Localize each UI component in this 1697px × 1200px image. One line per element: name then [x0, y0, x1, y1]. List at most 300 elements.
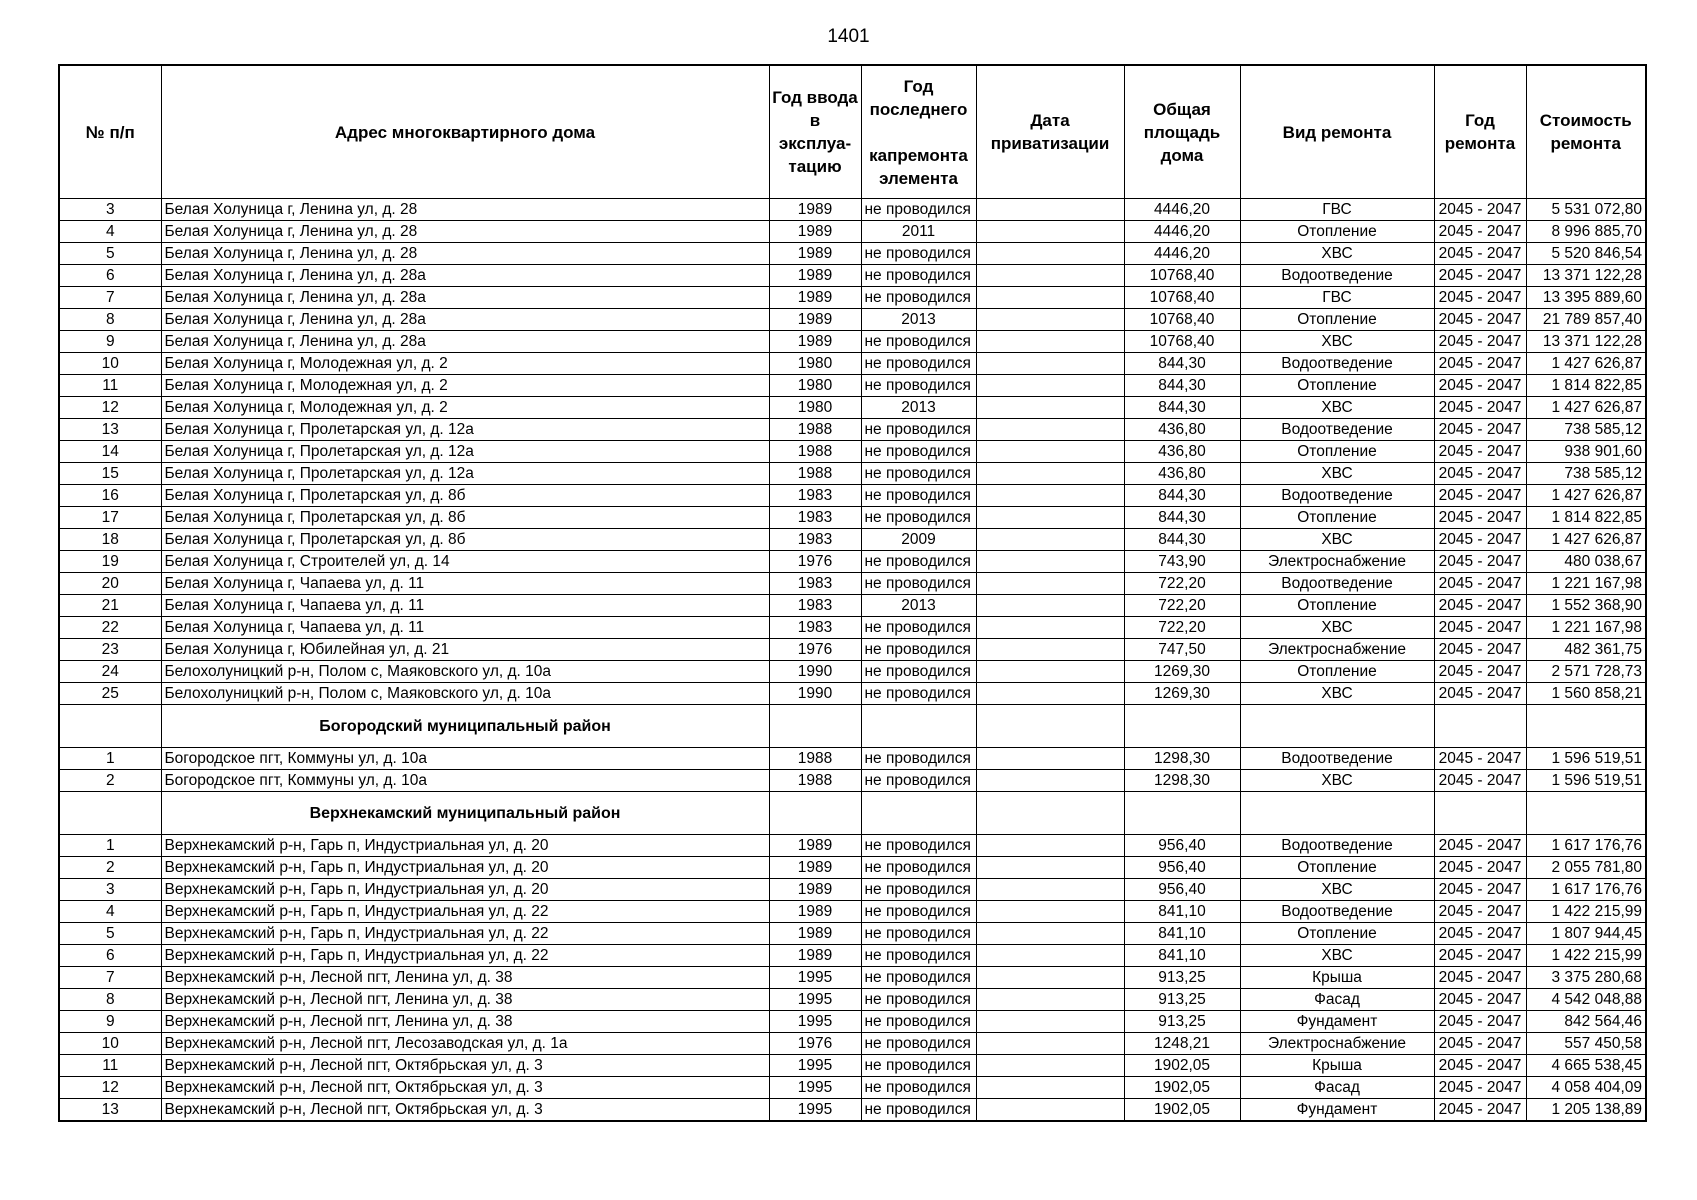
cell-year-commission: 1989: [769, 243, 861, 265]
cell-num: 20: [59, 573, 161, 595]
cell-address: Белая Холуница г, Строителей ул, д. 14: [161, 551, 769, 573]
cell-repair-year: 2045 - 2047: [1434, 923, 1526, 945]
cell-address: Белая Холуница г, Ленина ул, д. 28а: [161, 265, 769, 287]
cell-repair-type: ХВС: [1240, 879, 1434, 901]
cell-year-commission: 1988: [769, 441, 861, 463]
cell-area: 10768,40: [1124, 265, 1240, 287]
section-num-cell: [59, 705, 161, 748]
cell-repair-year: 2045 - 2047: [1434, 1055, 1526, 1077]
cell-address: Богородское пгт, Коммуны ул, д. 10а: [161, 770, 769, 792]
cell-repair-year: 2045 - 2047: [1434, 441, 1526, 463]
cell-num: 22: [59, 617, 161, 639]
cell-repair-type: Отопление: [1240, 923, 1434, 945]
cell-address: Белая Холуница г, Чапаева ул, д. 11: [161, 617, 769, 639]
cell-address: Верхнекамский р-н, Лесной пгт, Октябрьская ул, д. 3: [161, 1077, 769, 1099]
table-row: [59, 770, 1646, 792]
table-row: [59, 397, 1646, 419]
cell-num: 3: [59, 879, 161, 901]
cell-area: 747,50: [1124, 639, 1240, 661]
cell-address: Верхнекамский р-н, Гарь п, Индустриальная ул, д. 22: [161, 923, 769, 945]
cell-repair-type: Водоотведение: [1240, 835, 1434, 857]
cell-num: 8: [59, 989, 161, 1011]
cell-area: 913,25: [1124, 1011, 1240, 1033]
cell-cost: 1 560 858,21: [1526, 683, 1646, 705]
page-number: 1401: [827, 26, 870, 47]
cell-num: 6: [59, 265, 161, 287]
cell-privatization: [976, 857, 1124, 879]
cell-num: 19: [59, 551, 161, 573]
cell-num: 4: [59, 901, 161, 923]
cell-address: Белая Холуница г, Юбилейная ул, д. 21: [161, 639, 769, 661]
cell-year-commission: 1989: [769, 857, 861, 879]
cell-cost: 5 520 846,54: [1526, 243, 1646, 265]
cell-area: 722,20: [1124, 573, 1240, 595]
cell-privatization: [976, 309, 1124, 331]
cell-privatization: [976, 901, 1124, 923]
table-row: [59, 529, 1646, 551]
table-row: [59, 989, 1646, 1011]
cell-area: 956,40: [1124, 835, 1240, 857]
cell-privatization: [976, 265, 1124, 287]
cell-repair-year: 2045 - 2047: [1434, 1077, 1526, 1099]
cell-privatization: [976, 1033, 1124, 1055]
cell-address: Верхнекамский р-н, Лесной пгт, Ленина ул, д. 38: [161, 989, 769, 1011]
cell-year-commission: 1989: [769, 835, 861, 857]
cell-year-commission: 1990: [769, 683, 861, 705]
cell-num: 13: [59, 419, 161, 441]
cell-privatization: [976, 661, 1124, 683]
cell-year-commission: 1983: [769, 573, 861, 595]
table-row: [59, 221, 1646, 243]
section-empty-cell: [1240, 792, 1434, 835]
cell-repair-type: ХВС: [1240, 683, 1434, 705]
header-year-last-repair: [861, 65, 976, 199]
cell-repair-year: 2045 - 2047: [1434, 353, 1526, 375]
table-row: [59, 945, 1646, 967]
cell-area: 844,30: [1124, 375, 1240, 397]
table-row: [59, 331, 1646, 353]
cell-year-commission: 1990: [769, 661, 861, 683]
cell-cost: 2 055 781,80: [1526, 857, 1646, 879]
cell-privatization: [976, 748, 1124, 770]
cell-repair-type: Водоотведение: [1240, 573, 1434, 595]
cell-area: 1902,05: [1124, 1077, 1240, 1099]
cell-num: 15: [59, 463, 161, 485]
cell-cost: 1 205 138,89: [1526, 1099, 1646, 1122]
table-row: [59, 879, 1646, 901]
cell-address: Белая Холуница г, Пролетарская ул, д. 12а: [161, 419, 769, 441]
cell-area: 436,80: [1124, 441, 1240, 463]
cell-repair-type: Крыша: [1240, 967, 1434, 989]
cell-cost: 5 531 072,80: [1526, 199, 1646, 221]
cell-cost: 4 058 404,09: [1526, 1077, 1646, 1099]
cell-repair-type: Отопление: [1240, 309, 1434, 331]
cell-repair-type: ХВС: [1240, 770, 1434, 792]
table-row: [59, 265, 1646, 287]
section-empty-cell: [1434, 705, 1526, 748]
cell-num: 7: [59, 967, 161, 989]
cell-num: 24: [59, 661, 161, 683]
table-row: [59, 199, 1646, 221]
cell-repair-year: 2045 - 2047: [1434, 617, 1526, 639]
cell-cost: 8 996 885,70: [1526, 221, 1646, 243]
cell-year-last-repair: не проводился: [861, 1055, 976, 1077]
cell-year-last-repair: не проводился: [861, 419, 976, 441]
table-row: [59, 661, 1646, 683]
cell-repair-type: ХВС: [1240, 529, 1434, 551]
cell-year-commission: 1995: [769, 1077, 861, 1099]
cell-privatization: [976, 617, 1124, 639]
cell-address: Верхнекамский р-н, Гарь п, Индустриальная ул, д. 22: [161, 901, 769, 923]
cell-repair-year: 2045 - 2047: [1434, 770, 1526, 792]
cell-repair-type: Водоотведение: [1240, 265, 1434, 287]
cell-cost: 1 221 167,98: [1526, 573, 1646, 595]
cell-repair-year: 2045 - 2047: [1434, 879, 1526, 901]
cell-privatization: [976, 375, 1124, 397]
cell-address: Белая Холуница г, Пролетарская ул, д. 8б: [161, 485, 769, 507]
cell-repair-type: Отопление: [1240, 595, 1434, 617]
cell-repair-type: Фундамент: [1240, 1011, 1434, 1033]
section-empty-cell: [861, 705, 976, 748]
cell-repair-type: Крыша: [1240, 1055, 1434, 1077]
cell-year-last-repair: 2011: [861, 221, 976, 243]
cell-year-commission: 1976: [769, 639, 861, 661]
cell-repair-year: 2045 - 2047: [1434, 748, 1526, 770]
cell-num: 10: [59, 1033, 161, 1055]
table-row: [59, 287, 1646, 309]
section-empty-cell: [769, 705, 861, 748]
cell-cost: 1 427 626,87: [1526, 529, 1646, 551]
cell-repair-type: Отопление: [1240, 507, 1434, 529]
cell-year-last-repair: не проводился: [861, 1011, 976, 1033]
cell-area: 956,40: [1124, 879, 1240, 901]
cell-cost: 2 571 728,73: [1526, 661, 1646, 683]
cell-privatization: [976, 683, 1124, 705]
cell-year-commission: 1983: [769, 485, 861, 507]
cell-address: Белая Холуница г, Ленина ул, д. 28а: [161, 331, 769, 353]
cell-year-last-repair: не проводился: [861, 901, 976, 923]
cell-year-last-repair: не проводился: [861, 748, 976, 770]
header-address: Адрес многоквартирного дома: [161, 65, 769, 199]
cell-area: 4446,20: [1124, 221, 1240, 243]
cell-num: 4: [59, 221, 161, 243]
header-year-commission: Год ввода в эксплуа-тацию: [769, 65, 861, 199]
cell-repair-year: 2045 - 2047: [1434, 331, 1526, 353]
cell-year-last-repair: не проводился: [861, 1099, 976, 1122]
cell-address: Белая Холуница г, Пролетарская ул, д. 8б: [161, 507, 769, 529]
cell-year-commission: 1995: [769, 967, 861, 989]
cell-cost: 1 427 626,87: [1526, 485, 1646, 507]
cell-address: Верхнекамский р-н, Лесной пгт, Ленина ул, д. 38: [161, 1011, 769, 1033]
cell-repair-year: 2045 - 2047: [1434, 397, 1526, 419]
cell-area: 436,80: [1124, 419, 1240, 441]
cell-cost: 1 814 822,85: [1526, 375, 1646, 397]
cell-year-last-repair: не проводился: [861, 287, 976, 309]
cell-cost: 13 371 122,28: [1526, 331, 1646, 353]
table-row: [59, 857, 1646, 879]
section-empty-cell: [1124, 705, 1240, 748]
cell-address: Белая Холуница г, Ленина ул, д. 28а: [161, 287, 769, 309]
cell-year-commission: 1988: [769, 770, 861, 792]
cell-num: 1: [59, 748, 161, 770]
cell-repair-year: 2045 - 2047: [1434, 967, 1526, 989]
cell-year-commission: 1976: [769, 551, 861, 573]
cell-address: Белая Холуница г, Ленина ул, д. 28: [161, 199, 769, 221]
cell-year-last-repair: не проводился: [861, 265, 976, 287]
table-row: [59, 243, 1646, 265]
cell-repair-year: 2045 - 2047: [1434, 945, 1526, 967]
cell-repair-type: Фасад: [1240, 989, 1434, 1011]
cell-privatization: [976, 463, 1124, 485]
cell-num: 7: [59, 287, 161, 309]
cell-repair-year: 2045 - 2047: [1434, 573, 1526, 595]
cell-repair-type: Водоотведение: [1240, 748, 1434, 770]
cell-area: 1902,05: [1124, 1055, 1240, 1077]
cell-address: Богородское пгт, Коммуны ул, д. 10а: [161, 748, 769, 770]
table-row: [59, 1077, 1646, 1099]
cell-privatization: [976, 923, 1124, 945]
cell-year-commission: 1989: [769, 287, 861, 309]
cell-year-last-repair: не проводился: [861, 353, 976, 375]
cell-privatization: [976, 879, 1124, 901]
cell-privatization: [976, 419, 1124, 441]
cell-cost: 3 375 280,68: [1526, 967, 1646, 989]
cell-repair-type: Фундамент: [1240, 1099, 1434, 1122]
cell-num: 17: [59, 507, 161, 529]
header-repair-type: Вид ремонта: [1240, 65, 1434, 199]
cell-privatization: [976, 551, 1124, 573]
cell-repair-year: 2045 - 2047: [1434, 551, 1526, 573]
cell-cost: 1 807 944,45: [1526, 923, 1646, 945]
header-cost: Стоимость ремонта: [1526, 65, 1646, 199]
cell-address: Белая Холуница г, Молодежная ул, д. 2: [161, 375, 769, 397]
cell-year-commission: 1989: [769, 221, 861, 243]
cell-repair-type: Отопление: [1240, 441, 1434, 463]
cell-address: Белая Холуница г, Ленина ул, д. 28: [161, 221, 769, 243]
cell-repair-year: 2045 - 2047: [1434, 1011, 1526, 1033]
cell-year-commission: 1983: [769, 529, 861, 551]
cell-repair-type: Водоотведение: [1240, 901, 1434, 923]
cell-area: 844,30: [1124, 507, 1240, 529]
cell-repair-year: 2045 - 2047: [1434, 661, 1526, 683]
cell-repair-type: ХВС: [1240, 331, 1434, 353]
cell-repair-type: Фасад: [1240, 1077, 1434, 1099]
cell-year-last-repair: не проводился: [861, 331, 976, 353]
cell-cost: 1 221 167,98: [1526, 617, 1646, 639]
cell-area: 844,30: [1124, 353, 1240, 375]
cell-year-commission: 1989: [769, 309, 861, 331]
table-row: [59, 1011, 1646, 1033]
cell-cost: 1 552 368,90: [1526, 595, 1646, 617]
cell-area: 10768,40: [1124, 309, 1240, 331]
cell-area: 956,40: [1124, 857, 1240, 879]
cell-address: Верхнекамский р-н, Лесной пгт, Октябрьская ул, д. 3: [161, 1099, 769, 1122]
cell-address: Белая Холуница г, Пролетарская ул, д. 12а: [161, 463, 769, 485]
cell-privatization: [976, 1011, 1124, 1033]
cell-address: Белохолуницкий р-н, Полом с, Маяковского ул, д. 10а: [161, 661, 769, 683]
cell-privatization: [976, 287, 1124, 309]
cell-cost: 842 564,46: [1526, 1011, 1646, 1033]
cell-repair-year: 2045 - 2047: [1434, 243, 1526, 265]
cell-privatization: [976, 573, 1124, 595]
cell-num: 25: [59, 683, 161, 705]
cell-year-commission: 1995: [769, 989, 861, 1011]
section-empty-cell: [976, 705, 1124, 748]
cell-year-commission: 1995: [769, 1055, 861, 1077]
cell-year-last-repair: не проводился: [861, 463, 976, 485]
table-row: [59, 901, 1646, 923]
cell-year-last-repair: не проводился: [861, 683, 976, 705]
cell-area: 913,25: [1124, 989, 1240, 1011]
table-row: [59, 683, 1646, 705]
table-row: [59, 835, 1646, 857]
cell-year-commission: 1988: [769, 748, 861, 770]
cell-num: 3: [59, 199, 161, 221]
cell-cost: 482 361,75: [1526, 639, 1646, 661]
table-row: [59, 1033, 1646, 1055]
cell-num: 2: [59, 770, 161, 792]
cell-num: 11: [59, 375, 161, 397]
cell-year-last-repair: не проводился: [861, 375, 976, 397]
cell-repair-year: 2045 - 2047: [1434, 901, 1526, 923]
cell-num: 2: [59, 857, 161, 879]
cell-year-commission: 1988: [769, 463, 861, 485]
table-row: [59, 967, 1646, 989]
cell-year-last-repair: не проводился: [861, 967, 976, 989]
table-header-row: [59, 65, 1646, 199]
cell-area: 841,10: [1124, 901, 1240, 923]
section-empty-cell: [1240, 705, 1434, 748]
header-area: Общая площадь дома: [1124, 65, 1240, 199]
table-row: [59, 485, 1646, 507]
cell-privatization: [976, 967, 1124, 989]
cell-repair-year: 2045 - 2047: [1434, 989, 1526, 1011]
cell-cost: 738 585,12: [1526, 419, 1646, 441]
cell-num: 9: [59, 1011, 161, 1033]
table-row: [59, 463, 1646, 485]
cell-num: 6: [59, 945, 161, 967]
cell-cost: 4 542 048,88: [1526, 989, 1646, 1011]
cell-repair-year: 2045 - 2047: [1434, 485, 1526, 507]
header-year-last-repair-line1: Год последнего: [869, 76, 968, 119]
cell-area: 913,25: [1124, 967, 1240, 989]
cell-year-commission: 1989: [769, 879, 861, 901]
cell-repair-year: 2045 - 2047: [1434, 857, 1526, 879]
cell-year-last-repair: не проводился: [861, 485, 976, 507]
cell-year-last-repair: не проводился: [861, 945, 976, 967]
cell-area: 743,90: [1124, 551, 1240, 573]
cell-area: 10768,40: [1124, 287, 1240, 309]
header-year-last-repair-line2: капремонта элемента: [869, 145, 968, 188]
cell-repair-type: ГВС: [1240, 199, 1434, 221]
cell-repair-type: Отопление: [1240, 221, 1434, 243]
section-empty-cell: [1526, 705, 1646, 748]
cell-year-last-repair: не проводился: [861, 661, 976, 683]
header-repair-year: Год ремонта: [1434, 65, 1526, 199]
section-empty-cell: [769, 792, 861, 835]
cell-repair-type: ХВС: [1240, 945, 1434, 967]
cell-cost: 1 422 215,99: [1526, 901, 1646, 923]
cell-repair-year: 2045 - 2047: [1434, 683, 1526, 705]
cell-num: 5: [59, 923, 161, 945]
cell-cost: 1 596 519,51: [1526, 748, 1646, 770]
cell-year-last-repair: не проводился: [861, 857, 976, 879]
section-empty-cell: [1434, 792, 1526, 835]
cell-cost: 1 596 519,51: [1526, 770, 1646, 792]
cell-num: 9: [59, 331, 161, 353]
cell-privatization: [976, 1055, 1124, 1077]
table-row: [59, 419, 1646, 441]
cell-cost: 1 422 215,99: [1526, 945, 1646, 967]
cell-year-last-repair: не проводился: [861, 989, 976, 1011]
cell-num: 5: [59, 243, 161, 265]
cell-repair-type: Отопление: [1240, 857, 1434, 879]
cell-year-commission: 1980: [769, 375, 861, 397]
cell-repair-type: Отопление: [1240, 661, 1434, 683]
cell-repair-year: 2045 - 2047: [1434, 419, 1526, 441]
cell-privatization: [976, 770, 1124, 792]
section-empty-cell: [1124, 792, 1240, 835]
cell-year-commission: 1983: [769, 507, 861, 529]
cell-year-commission: 1988: [769, 419, 861, 441]
cell-privatization: [976, 507, 1124, 529]
cell-area: 841,10: [1124, 923, 1240, 945]
cell-year-last-repair: не проводился: [861, 551, 976, 573]
cell-year-last-repair: не проводился: [861, 243, 976, 265]
cell-privatization: [976, 353, 1124, 375]
cell-year-commission: 1980: [769, 397, 861, 419]
cell-area: 841,10: [1124, 945, 1240, 967]
cell-cost: 1 814 822,85: [1526, 507, 1646, 529]
cell-privatization: [976, 485, 1124, 507]
cell-repair-year: 2045 - 2047: [1434, 309, 1526, 331]
cell-privatization: [976, 529, 1124, 551]
cell-year-last-repair: 2013: [861, 309, 976, 331]
cell-privatization: [976, 1099, 1124, 1122]
cell-cost: 21 789 857,40: [1526, 309, 1646, 331]
cell-year-last-repair: не проводился: [861, 923, 976, 945]
cell-repair-year: 2045 - 2047: [1434, 835, 1526, 857]
table-row: [59, 551, 1646, 573]
cell-cost: 480 038,67: [1526, 551, 1646, 573]
cell-year-commission: 1976: [769, 1033, 861, 1055]
cell-year-commission: 1989: [769, 945, 861, 967]
cell-address: Белая Холуница г, Чапаева ул, д. 11: [161, 595, 769, 617]
cell-year-commission: 1989: [769, 331, 861, 353]
cell-address: Белохолуницкий р-н, Полом с, Маяковского ул, д. 10а: [161, 683, 769, 705]
cell-area: 10768,40: [1124, 331, 1240, 353]
cell-privatization: [976, 331, 1124, 353]
table-row: [59, 923, 1646, 945]
cell-cost: 1 617 176,76: [1526, 835, 1646, 857]
cell-repair-year: 2045 - 2047: [1434, 595, 1526, 617]
table-row: [59, 309, 1646, 331]
table-row: [59, 639, 1646, 661]
cell-year-commission: 1983: [769, 595, 861, 617]
cell-repair-type: Водоотведение: [1240, 419, 1434, 441]
cell-privatization: [976, 221, 1124, 243]
cell-year-commission: 1989: [769, 901, 861, 923]
cell-privatization: [976, 945, 1124, 967]
cell-area: 1298,30: [1124, 770, 1240, 792]
cell-area: 1248,21: [1124, 1033, 1240, 1055]
cell-cost: 1 617 176,76: [1526, 879, 1646, 901]
cell-repair-type: ХВС: [1240, 463, 1434, 485]
cell-area: 844,30: [1124, 397, 1240, 419]
header-num: № п/п: [59, 65, 161, 199]
cell-year-last-repair: 2013: [861, 397, 976, 419]
cell-privatization: [976, 595, 1124, 617]
